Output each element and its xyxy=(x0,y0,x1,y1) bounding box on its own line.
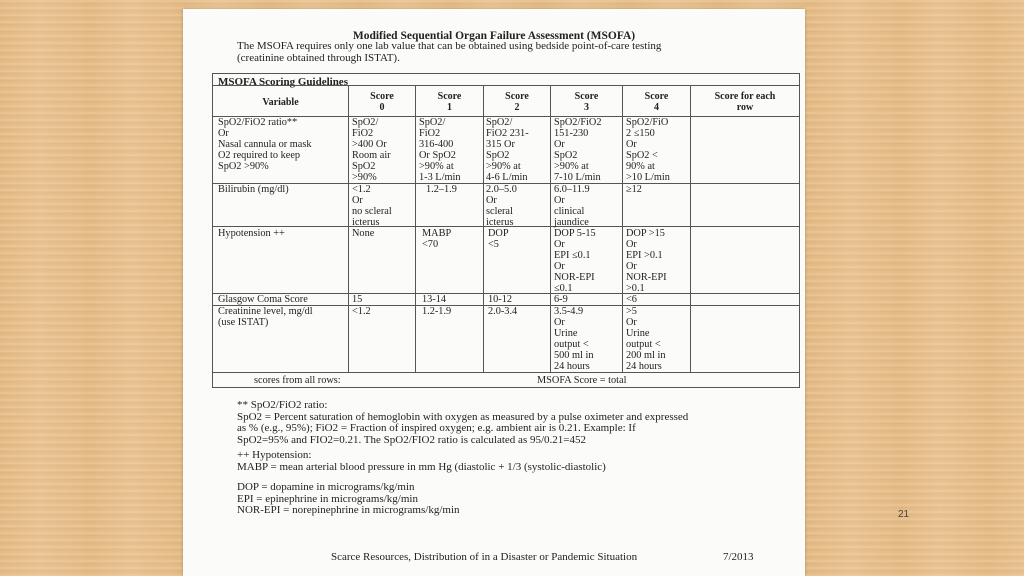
table-cell: 6.0–11.9 Or clinical jaundice xyxy=(554,184,590,228)
table-rule xyxy=(213,372,799,373)
header-variable: Variable xyxy=(262,97,299,108)
msofa-table xyxy=(212,73,800,388)
table-rule xyxy=(550,85,551,372)
table-cell: 2.0–5.0 Or scleral icterus xyxy=(486,184,517,228)
header-score-4: Score 4 xyxy=(644,91,669,113)
table-cell: None xyxy=(352,228,375,239)
intro-line-1: The MSOFA requires only one lab value that can be obtained using bedside point-of-care testing xyxy=(237,40,662,52)
table-cell: SpO2/ FiO2 >400 Or Room air SpO2 >90% xyxy=(352,117,391,183)
table-cell: DOP 5-15 Or EPI ≤0.1 Or NOR-EPI ≤0.1 xyxy=(554,228,596,294)
table-caption: MSOFA Scoring Guidelines xyxy=(218,76,348,88)
table-cell: 1.2-1.9 xyxy=(422,306,452,317)
table-cell: MABP <70 xyxy=(422,228,452,250)
intro-line-2: (creatinine obtained through ISTAT). xyxy=(237,52,400,64)
table-cell: 6-9 xyxy=(554,294,568,305)
table-cell: <1.2 Or no scleral icterus xyxy=(352,184,392,228)
header-score-1: Score 1 xyxy=(437,91,462,113)
table-cell: 2.0-3.4 xyxy=(488,306,518,317)
table-cell: 1.2–1.9 xyxy=(426,184,457,195)
table-rule xyxy=(415,85,416,372)
document-page xyxy=(183,9,805,576)
table-cell: 13-14 xyxy=(422,294,447,305)
note-hypotension: ++ Hypotension: MABP = mean arterial blood pressure in mm Hg (diastolic + 1/3 (systolic-diastolic) xyxy=(237,449,606,473)
footer-date: 7/2013 xyxy=(723,551,754,563)
slide-number: 21 xyxy=(898,509,910,520)
table-cell: SpO2/ FiO2 231- 315 Or SpO2 >90% at 4-6 L/min xyxy=(486,117,529,183)
table-cell: 3.5-4.9 Or Urine output < 500 ml in 24 hours xyxy=(554,306,594,372)
table-rule xyxy=(483,85,484,372)
footer-source: Scarce Resources, Distribution of in a Disaster or Pandemic Situation xyxy=(331,551,638,563)
table-cell: DOP >15 Or EPI >0.1 Or NOR-EPI >0.1 xyxy=(626,228,667,294)
note-spo2: ** SpO2/FiO2 ratio: SpO2 = Percent saturation of hemoglobin with oxygen as measured by a pulse oximeter and expressed as % (e.g., 95%); FiO2 = Fraction of inspired oxygen; e.g. ambient air is 0.21. Example: If SpO2=95% and FIO2=0.21. The SpO2/FIO2 ratio is calculated as 95/0.21=452 xyxy=(237,399,689,446)
total-formula: MSOFA Score = total xyxy=(537,375,627,386)
table-rule xyxy=(348,85,349,372)
table-rule xyxy=(690,85,691,372)
total-label: scores from all rows: xyxy=(254,375,341,386)
table-cell: Creatinine level, mg/dl (use ISTAT) xyxy=(218,306,313,328)
table-cell: 15 xyxy=(352,294,363,305)
header-score-0: Score 0 xyxy=(370,91,394,113)
table-cell: SpO2/FiO2 151-230 Or SpO2 >90% at 7-10 L/min xyxy=(554,117,602,183)
table-cell: DOP <5 xyxy=(488,228,509,250)
header-score-3: Score 3 xyxy=(574,91,599,113)
note-abbreviations: DOP = dopamine in micrograms/kg/min EPI = epinephrine in micrograms/kg/min NOR-EPI = norepinephrine in micrograms/kg/min xyxy=(237,481,460,516)
table-cell: SpO2/FiO2 ratio** Or Nasal cannula or mask O2 required to keep SpO2 >90% xyxy=(218,117,312,172)
table-cell: <6 xyxy=(626,294,637,305)
table-cell: SpO2/ FiO2 316-400 Or SpO2 >90% at 1-3 L/min xyxy=(419,117,461,183)
intro-text xyxy=(237,40,767,64)
table-cell: ≥12 xyxy=(626,184,642,195)
header-score-2: Score 2 xyxy=(505,91,529,113)
table-cell: SpO2/FiO 2 ≤150 Or SpO2 < 90% at >10 L/min xyxy=(626,117,670,183)
table-rule xyxy=(622,85,623,372)
table-cell: <1.2 xyxy=(352,306,371,317)
table-cell: Bilirubin (mg/dl) xyxy=(218,184,289,195)
table-cell: Hypotension ++ xyxy=(218,228,285,239)
document-title: Modified Sequential Organ Failure Assessment (MSOFA) xyxy=(352,30,636,42)
header-row-score: Score for each row xyxy=(714,91,776,113)
table-cell: >5 Or Urine output < 200 ml in 24 hours xyxy=(626,306,666,372)
table-cell: Glasgow Coma Score xyxy=(218,294,308,305)
table-cell: 10-12 xyxy=(488,294,513,305)
table-rule xyxy=(213,85,799,86)
